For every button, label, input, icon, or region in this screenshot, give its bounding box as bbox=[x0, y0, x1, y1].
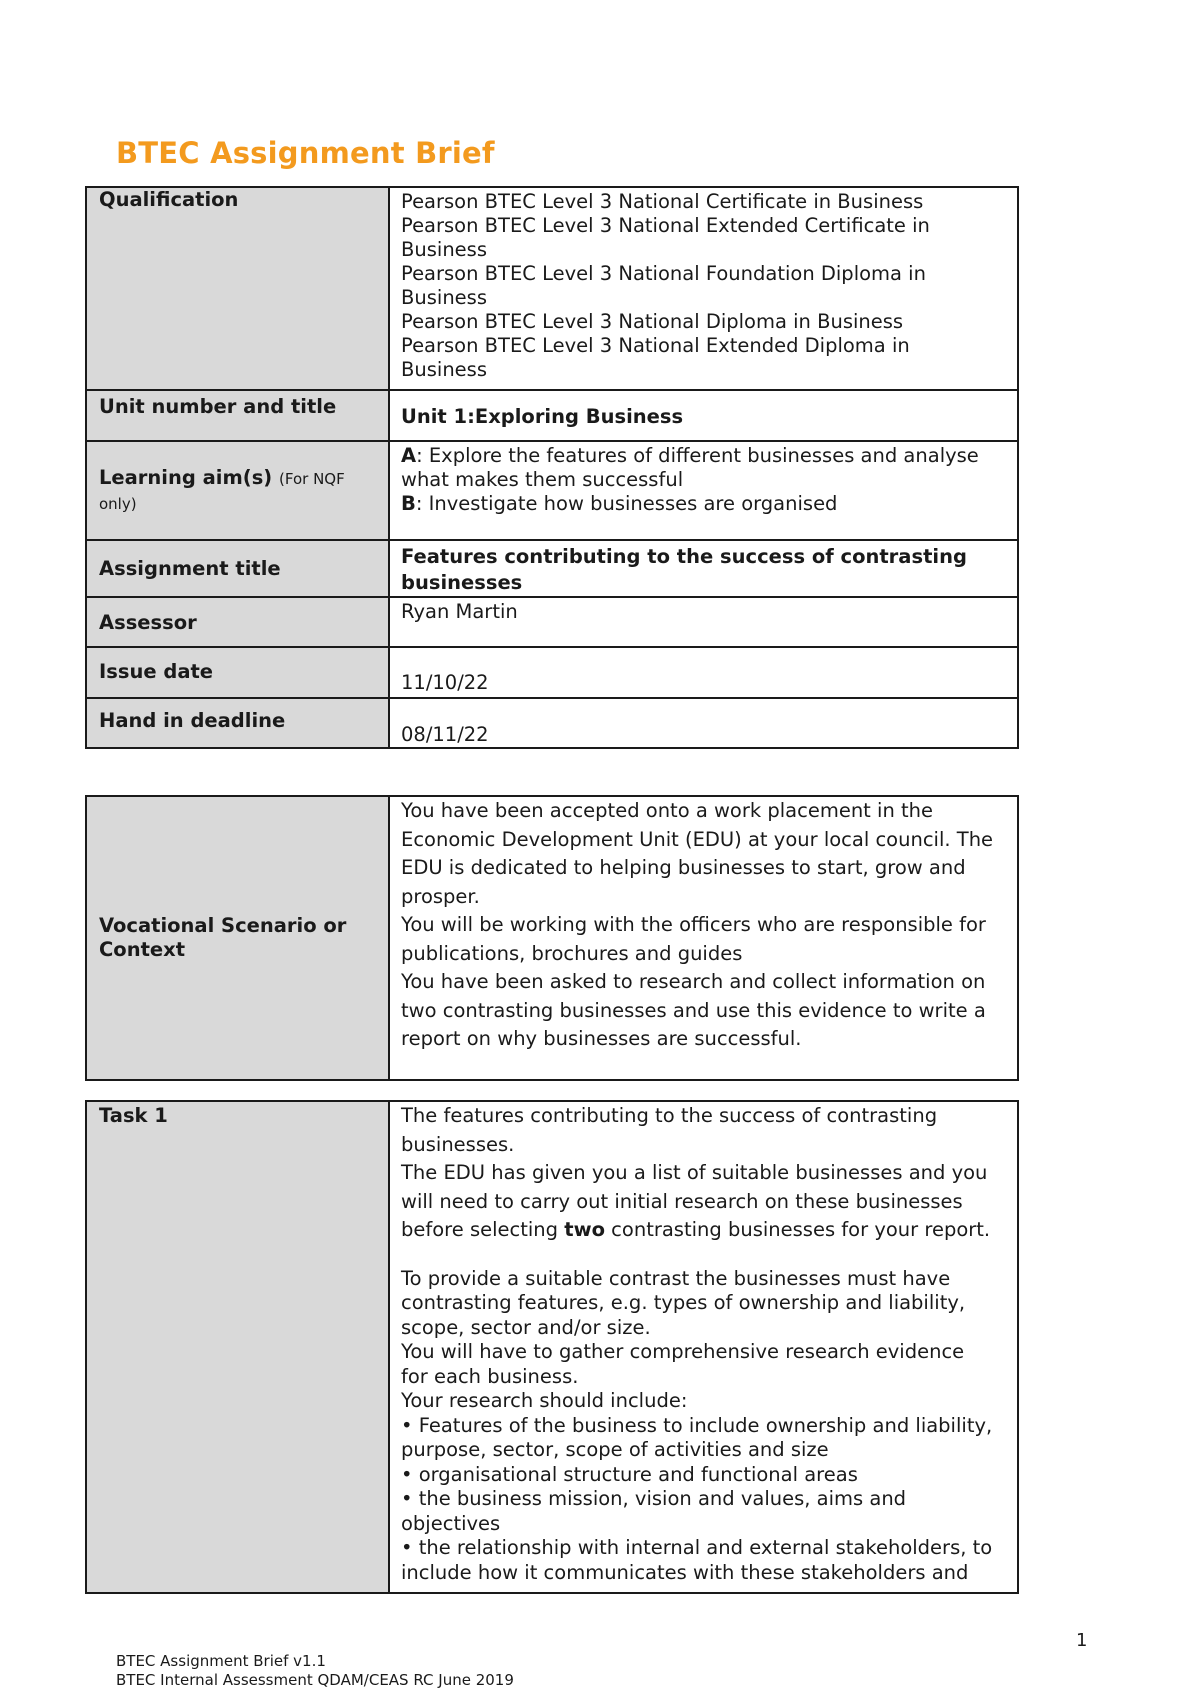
learning-aims-label-cell bbox=[86, 441, 389, 540]
aim-b bbox=[401, 492, 1009, 516]
unit-value: Unit 1:Exploring Business bbox=[401, 404, 684, 428]
assignment-title-label-cell bbox=[86, 540, 389, 597]
task1-selection-bold: two bbox=[564, 1218, 605, 1241]
task1-line: include how it communicates with these stakeholders and bbox=[401, 1560, 969, 1584]
assessor-row bbox=[86, 597, 1018, 647]
task1-line: The EDU has given you a list of suitable businesses and you bbox=[401, 1161, 988, 1184]
task1-line: Your research should include: bbox=[401, 1389, 688, 1412]
task1-line: • organisational structure and functional areas bbox=[401, 1462, 858, 1486]
task1-value-cell bbox=[389, 1101, 1018, 1593]
task1-line: businesses. bbox=[401, 1132, 515, 1156]
unit-value-cell bbox=[389, 390, 1018, 441]
learning-aims-note: (For NQF bbox=[279, 469, 345, 488]
learning-aims-value-cell bbox=[389, 441, 1018, 540]
task1-label: Task 1 bbox=[99, 1104, 168, 1127]
scenario-line: You will be working with the officers who are responsible for bbox=[401, 913, 986, 936]
learning-aims-label: Learning aim(s) bbox=[99, 465, 273, 489]
assignment-title-label: Assignment title bbox=[99, 557, 281, 580]
task1-line: You will have to gather comprehensive research evidence bbox=[401, 1340, 965, 1363]
task1-line: • Features of the business to include ownership and liability, bbox=[401, 1413, 993, 1437]
details-table bbox=[85, 186, 1019, 749]
deadline-row bbox=[86, 698, 1018, 748]
scenario-line: Economic Development Unit (EDU) at your local council. The bbox=[401, 827, 994, 851]
task1-row bbox=[86, 1101, 1018, 1593]
scenario-line: You have been accepted onto a work placement in the bbox=[401, 799, 934, 822]
footer-reference: BTEC Internal Assessment QDAM/CEAS RC June 2019 bbox=[116, 1671, 514, 1689]
page-number: 1 bbox=[1076, 1630, 1088, 1651]
scenario-line: report on why businesses are successful. bbox=[401, 1027, 802, 1050]
qualification-line: Pearson BTEC Level 3 National Diploma in Business bbox=[401, 310, 904, 333]
assignment-title-value-cell bbox=[389, 540, 1018, 597]
task1-line: will need to carry out initial research on these businesses bbox=[401, 1189, 963, 1213]
issue-date-label: Issue date bbox=[99, 660, 214, 683]
deadline-label: Hand in deadline bbox=[99, 709, 286, 732]
qualification-line: Pearson BTEC Level 3 National Certificate in Business bbox=[401, 190, 924, 213]
task1-line: The features contributing to the success of contrasting bbox=[401, 1104, 938, 1127]
learning-aims-row bbox=[86, 441, 1018, 540]
qualification-line: Business bbox=[401, 238, 487, 261]
task1-line: • the relationship with internal and external stakeholders, to bbox=[401, 1536, 993, 1559]
assignment-title-value-2: businesses bbox=[401, 571, 523, 594]
aim-a-key: A bbox=[401, 444, 417, 467]
assessor-value-cell bbox=[389, 597, 1018, 647]
qualification-line: Business bbox=[401, 286, 487, 309]
qualification-line: Pearson BTEC Level 3 National Foundation Diploma in bbox=[401, 262, 926, 285]
qualification-line: Business bbox=[401, 358, 487, 381]
scenario-label: Vocational Scenario or bbox=[99, 914, 347, 937]
scenario-line: two contrasting businesses and use this evidence to write a bbox=[401, 998, 986, 1022]
scenario-line: EDU is dedicated to helping businesses to start, grow and bbox=[401, 856, 966, 879]
scenario-row bbox=[86, 796, 1018, 1080]
aim-a bbox=[401, 444, 1009, 468]
assessor-label-cell bbox=[86, 597, 389, 647]
task1-selection-line bbox=[401, 1216, 1009, 1245]
assessor-label: Assessor bbox=[99, 610, 197, 634]
task1-line: • the business mission, vision and values, aims and bbox=[401, 1487, 907, 1510]
aim-a-text: : Explore the features of different businesses and analyse bbox=[416, 444, 979, 467]
issue-date-row bbox=[86, 647, 1018, 698]
task1-selection-after: contrasting businesses for your report. bbox=[604, 1218, 991, 1241]
unit-label-cell bbox=[86, 390, 389, 441]
task1-line: objectives bbox=[401, 1511, 501, 1535]
task1-line: contrasting features, e.g. types of ownership and liability, bbox=[401, 1291, 966, 1314]
task1-table bbox=[85, 1100, 1019, 1594]
assessor-value: Ryan Martin bbox=[401, 600, 518, 623]
unit-row bbox=[86, 390, 1018, 441]
deadline-value-cell bbox=[389, 698, 1018, 748]
task1-line: for each business. bbox=[401, 1364, 579, 1388]
scenario-table bbox=[85, 795, 1019, 1081]
assignment-title-row bbox=[86, 540, 1018, 597]
qualification-line: Pearson BTEC Level 3 National Extended Certificate in bbox=[401, 214, 930, 237]
task1-label-cell bbox=[86, 1101, 389, 1593]
task1-details bbox=[401, 1267, 1009, 1586]
issue-date-value-cell bbox=[389, 647, 1018, 698]
qualification-label-cell bbox=[86, 187, 389, 390]
task1-intro bbox=[401, 1102, 1009, 1245]
scenario-label-2: Context bbox=[99, 938, 186, 961]
qualification-line: Pearson BTEC Level 3 National Extended Diploma in bbox=[401, 334, 910, 357]
unit-label: Unit number and title bbox=[99, 395, 337, 418]
scenario-line: You have been asked to research and collect information on bbox=[401, 970, 986, 993]
scenario-label-cell bbox=[86, 796, 389, 1080]
aim-a-continued: what makes them successful bbox=[401, 468, 684, 491]
issue-date-label-cell bbox=[86, 647, 389, 698]
deadline-label-cell bbox=[86, 698, 389, 748]
learning-aims-note-2: only) bbox=[99, 494, 137, 513]
issue-date-value: 11/10/22 bbox=[401, 671, 489, 694]
scenario-line: publications, brochures and guides bbox=[401, 941, 743, 965]
aim-b-text: : Investigate how businesses are organised bbox=[415, 492, 838, 515]
deadline-value: 08/11/22 bbox=[401, 723, 489, 746]
qualification-row bbox=[86, 187, 1018, 390]
scenario-value-cell bbox=[389, 796, 1018, 1080]
assignment-title-value: Features contributing to the success of contrasting bbox=[401, 545, 967, 568]
footer-version: BTEC Assignment Brief v1.1 bbox=[116, 1652, 326, 1670]
task1-line: To provide a suitable contrast the businesses must have bbox=[401, 1266, 951, 1290]
qualification-label: Qualification bbox=[99, 188, 239, 211]
qualification-value-cell bbox=[389, 187, 1018, 390]
task1-selection-before: before selecting bbox=[401, 1218, 565, 1241]
scenario-line: prosper. bbox=[401, 884, 480, 908]
task1-line: scope, sector and/or size. bbox=[401, 1315, 651, 1339]
task1-line: purpose, sector, scope of activities and size bbox=[401, 1438, 829, 1461]
aim-b-key: B bbox=[401, 492, 416, 515]
document-title: BTEC Assignment Brief bbox=[116, 136, 495, 170]
